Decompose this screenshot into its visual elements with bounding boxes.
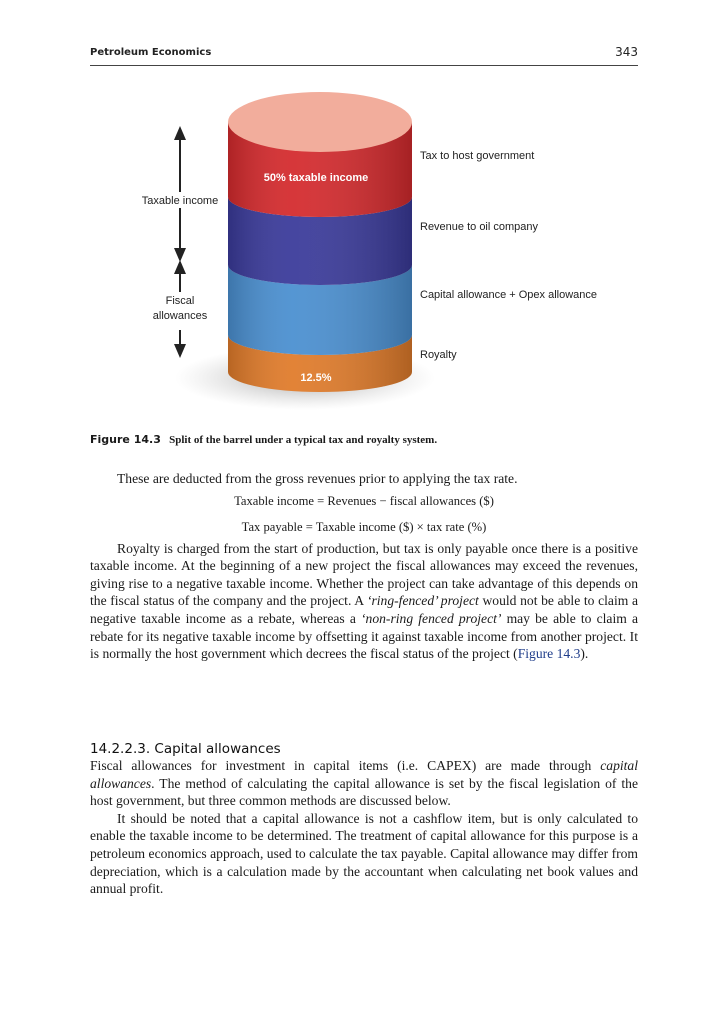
text-run: ).: [580, 646, 589, 662]
capital-allowances-paragraph: [90, 757, 638, 810]
text-run: Royalty is charged from the start of production, but tax is only payable once there is a positive taxable income. At the beginning of a new project the fiscal allowances may exceed the revenues, giving rise to a negative taxable income. Whether the project can take advantage of this depends on the fiscal status of the company and the project. A: [90, 540, 638, 609]
barrel-shading: [228, 122, 412, 392]
figure-link[interactable]: Figure 14.3: [517, 646, 581, 662]
non-ring-fenced-term: ‘non-ring fenced project’: [361, 610, 502, 626]
caption-number: Figure 14.3: [90, 433, 161, 446]
taxable-income-left-label: Taxable income: [141, 195, 219, 207]
equation-tax-payable: Tax payable = Taxable income ($) × tax rate (%): [241, 519, 487, 534]
royalty-paragraph: [90, 540, 638, 663]
capital-allowance-label: Capital allowance + Opex allowance: [420, 289, 598, 301]
ring-fenced-term: ‘ring-fenced’ project: [366, 593, 479, 609]
intro-paragraph: These are deducted from the gross revenues prior to applying the tax rate.: [117, 471, 518, 486]
royalty-label: Royalty: [420, 349, 457, 361]
page-number: 343: [615, 45, 638, 59]
section-body: [90, 757, 638, 898]
cashflow-paragraph: It should be noted that a capital allowance is not a cashflow item, but is only calculated to enable the taxable income to be determined. The treatment of capital allowance for this purpose is a petroleum economics approach, used to calculate the tax payable. Capital allowance may differ from depreciation, which is a calculation made by the accountant when calculating net book values and annual profit.: [90, 810, 638, 897]
text-run: Fiscal allowances for investment in capital items (i.e. CAPEX) are made through: [90, 758, 601, 773]
barrel-figure: [0, 0, 703, 430]
fiscal-allowances-arrow: [174, 260, 186, 358]
capital-allowances-term: capital allowances: [90, 758, 638, 791]
barrel-top: [228, 92, 412, 152]
body-text: [90, 470, 638, 663]
royalty-pct-label: 12.5%: [300, 372, 332, 384]
tax-label: Tax to host government: [420, 150, 535, 162]
text-run: may be able to claim a rebate for its negative taxable income by offsetting it against taxable income from another project. It is normally the host government which decrees the fiscal status of the project (: [90, 610, 638, 662]
figure-caption: [90, 433, 650, 446]
allowances-left-label: allowances: [152, 310, 208, 322]
running-head: Petroleum Economics: [90, 47, 212, 58]
revenue-label: Revenue to oil company: [420, 221, 539, 233]
section-heading: 14.2.2.3. Capital allowances: [90, 741, 281, 757]
equation-taxable-income: Taxable income = Revenues − fiscal allowances ($): [234, 493, 494, 508]
caption-text: Split of the barrel under a typical tax and royalty system.: [169, 434, 438, 446]
taxable-income-pct-label: 50% taxable income: [263, 172, 369, 184]
taxable-income-arrow: [174, 126, 186, 262]
fiscal-left-label: Fiscal: [165, 295, 195, 307]
text-run: . The method of calculating the capital allowance is set by the fiscal legislation of the host government, but three common methods are discussed below.: [90, 775, 638, 809]
text-run: would not be able to claim a negative taxable income as a rebate, whereas a: [90, 593, 638, 626]
